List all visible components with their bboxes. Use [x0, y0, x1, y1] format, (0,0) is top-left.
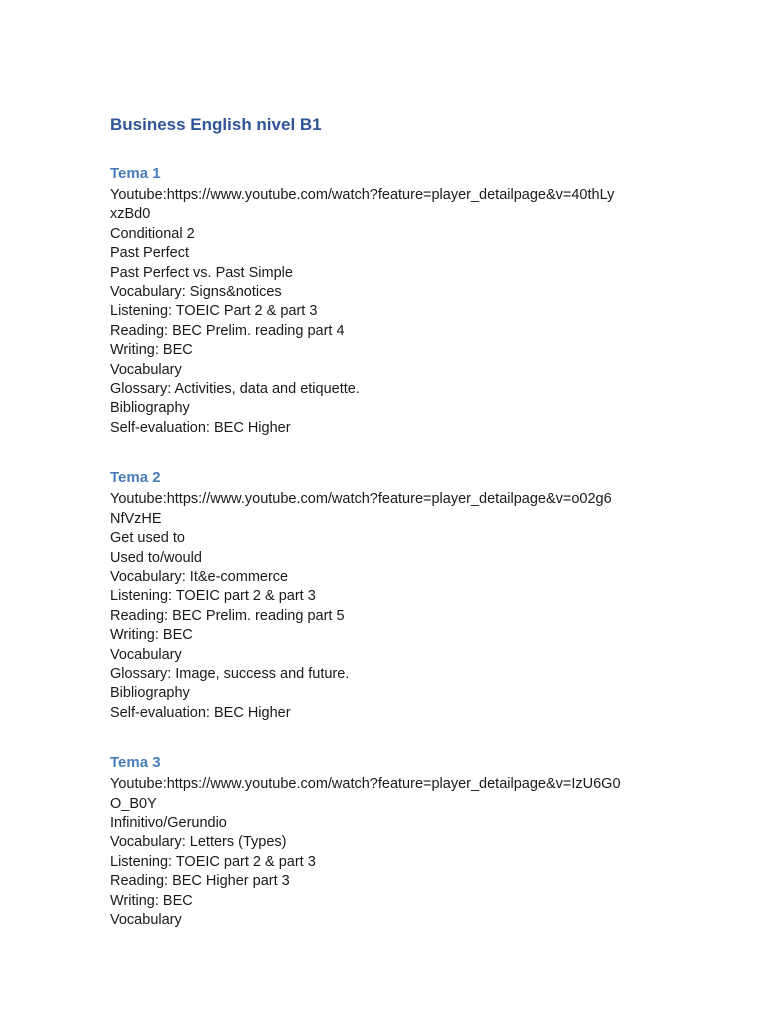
- content-line: Used to/would: [110, 549, 202, 566]
- content-line: Vocabulary: It&e-commerce: [110, 568, 289, 585]
- section-heading: Tema 2: [110, 469, 161, 487]
- content-line: Get used to: [110, 530, 185, 547]
- content-line: Writing: BEC: [110, 627, 193, 644]
- section-heading: Tema 3: [110, 754, 161, 772]
- content-line: Self-evaluation: BEC Higher: [110, 419, 291, 436]
- content-line: Listening: TOEIC part 2 & part 3: [110, 853, 316, 870]
- content-line: Bibliography: [110, 400, 190, 417]
- content-line: Reading: BEC Prelim. reading part 4: [110, 322, 345, 339]
- document-title: Business English nivel B1: [110, 115, 322, 134]
- content-line: Vocabulary: Letters (Types): [110, 834, 287, 851]
- sections-container: [110, 164, 710, 930]
- content-line: Vocabulary: Signs&notices: [110, 284, 282, 301]
- content-line: xzBd0: [110, 206, 151, 223]
- content-line: Listening: TOEIC Part 2 & part 3: [110, 303, 318, 320]
- content-line: Youtube:https://www.youtube.com/watch?feature=player_detailpage&v=40thLy: [110, 187, 615, 203]
- content-line: Infinitivo/Gerundio: [110, 814, 227, 831]
- content-line: Vocabulary: [110, 646, 182, 663]
- content-line: Vocabulary: [110, 361, 182, 378]
- content-line: NfVzHE: [110, 510, 162, 527]
- section-tema-3: [110, 753, 710, 930]
- content-line: Writing: BEC: [110, 342, 193, 359]
- content-line: Youtube:https://www.youtube.com/watch?feature=player_detailpage&v=IzU6G0: [110, 776, 621, 793]
- content-line: Youtube:https://www.youtube.com/watch?feature=player_detailpage&v=o02g6: [110, 491, 612, 508]
- content-line: Glossary: Activities, data and etiquette.: [110, 381, 360, 398]
- content-line: Conditional 2: [110, 225, 195, 242]
- content-line: Reading: BEC Higher part 3: [110, 873, 290, 890]
- content-line: Bibliography: [110, 685, 190, 702]
- content-line: Listening: TOEIC part 2 & part 3: [110, 588, 316, 605]
- section-tema-1: [110, 164, 710, 438]
- section-heading: Tema 1: [110, 165, 161, 182]
- content-line: Writing: BEC: [110, 892, 193, 909]
- content-line: Self-evaluation: BEC Higher: [110, 704, 291, 721]
- content-line: Past Perfect vs. Past Simple: [110, 264, 293, 281]
- section-tema-2: [110, 468, 710, 723]
- content-line: O_B0Y: [110, 795, 157, 812]
- content-line: Reading: BEC Prelim. reading part 5: [110, 607, 345, 624]
- content-line: Past Perfect: [110, 245, 189, 262]
- content-line: Vocabulary: [110, 912, 182, 928]
- content-line: Glossary: Image, success and future.: [110, 665, 350, 682]
- document-page: [110, 114, 710, 960]
